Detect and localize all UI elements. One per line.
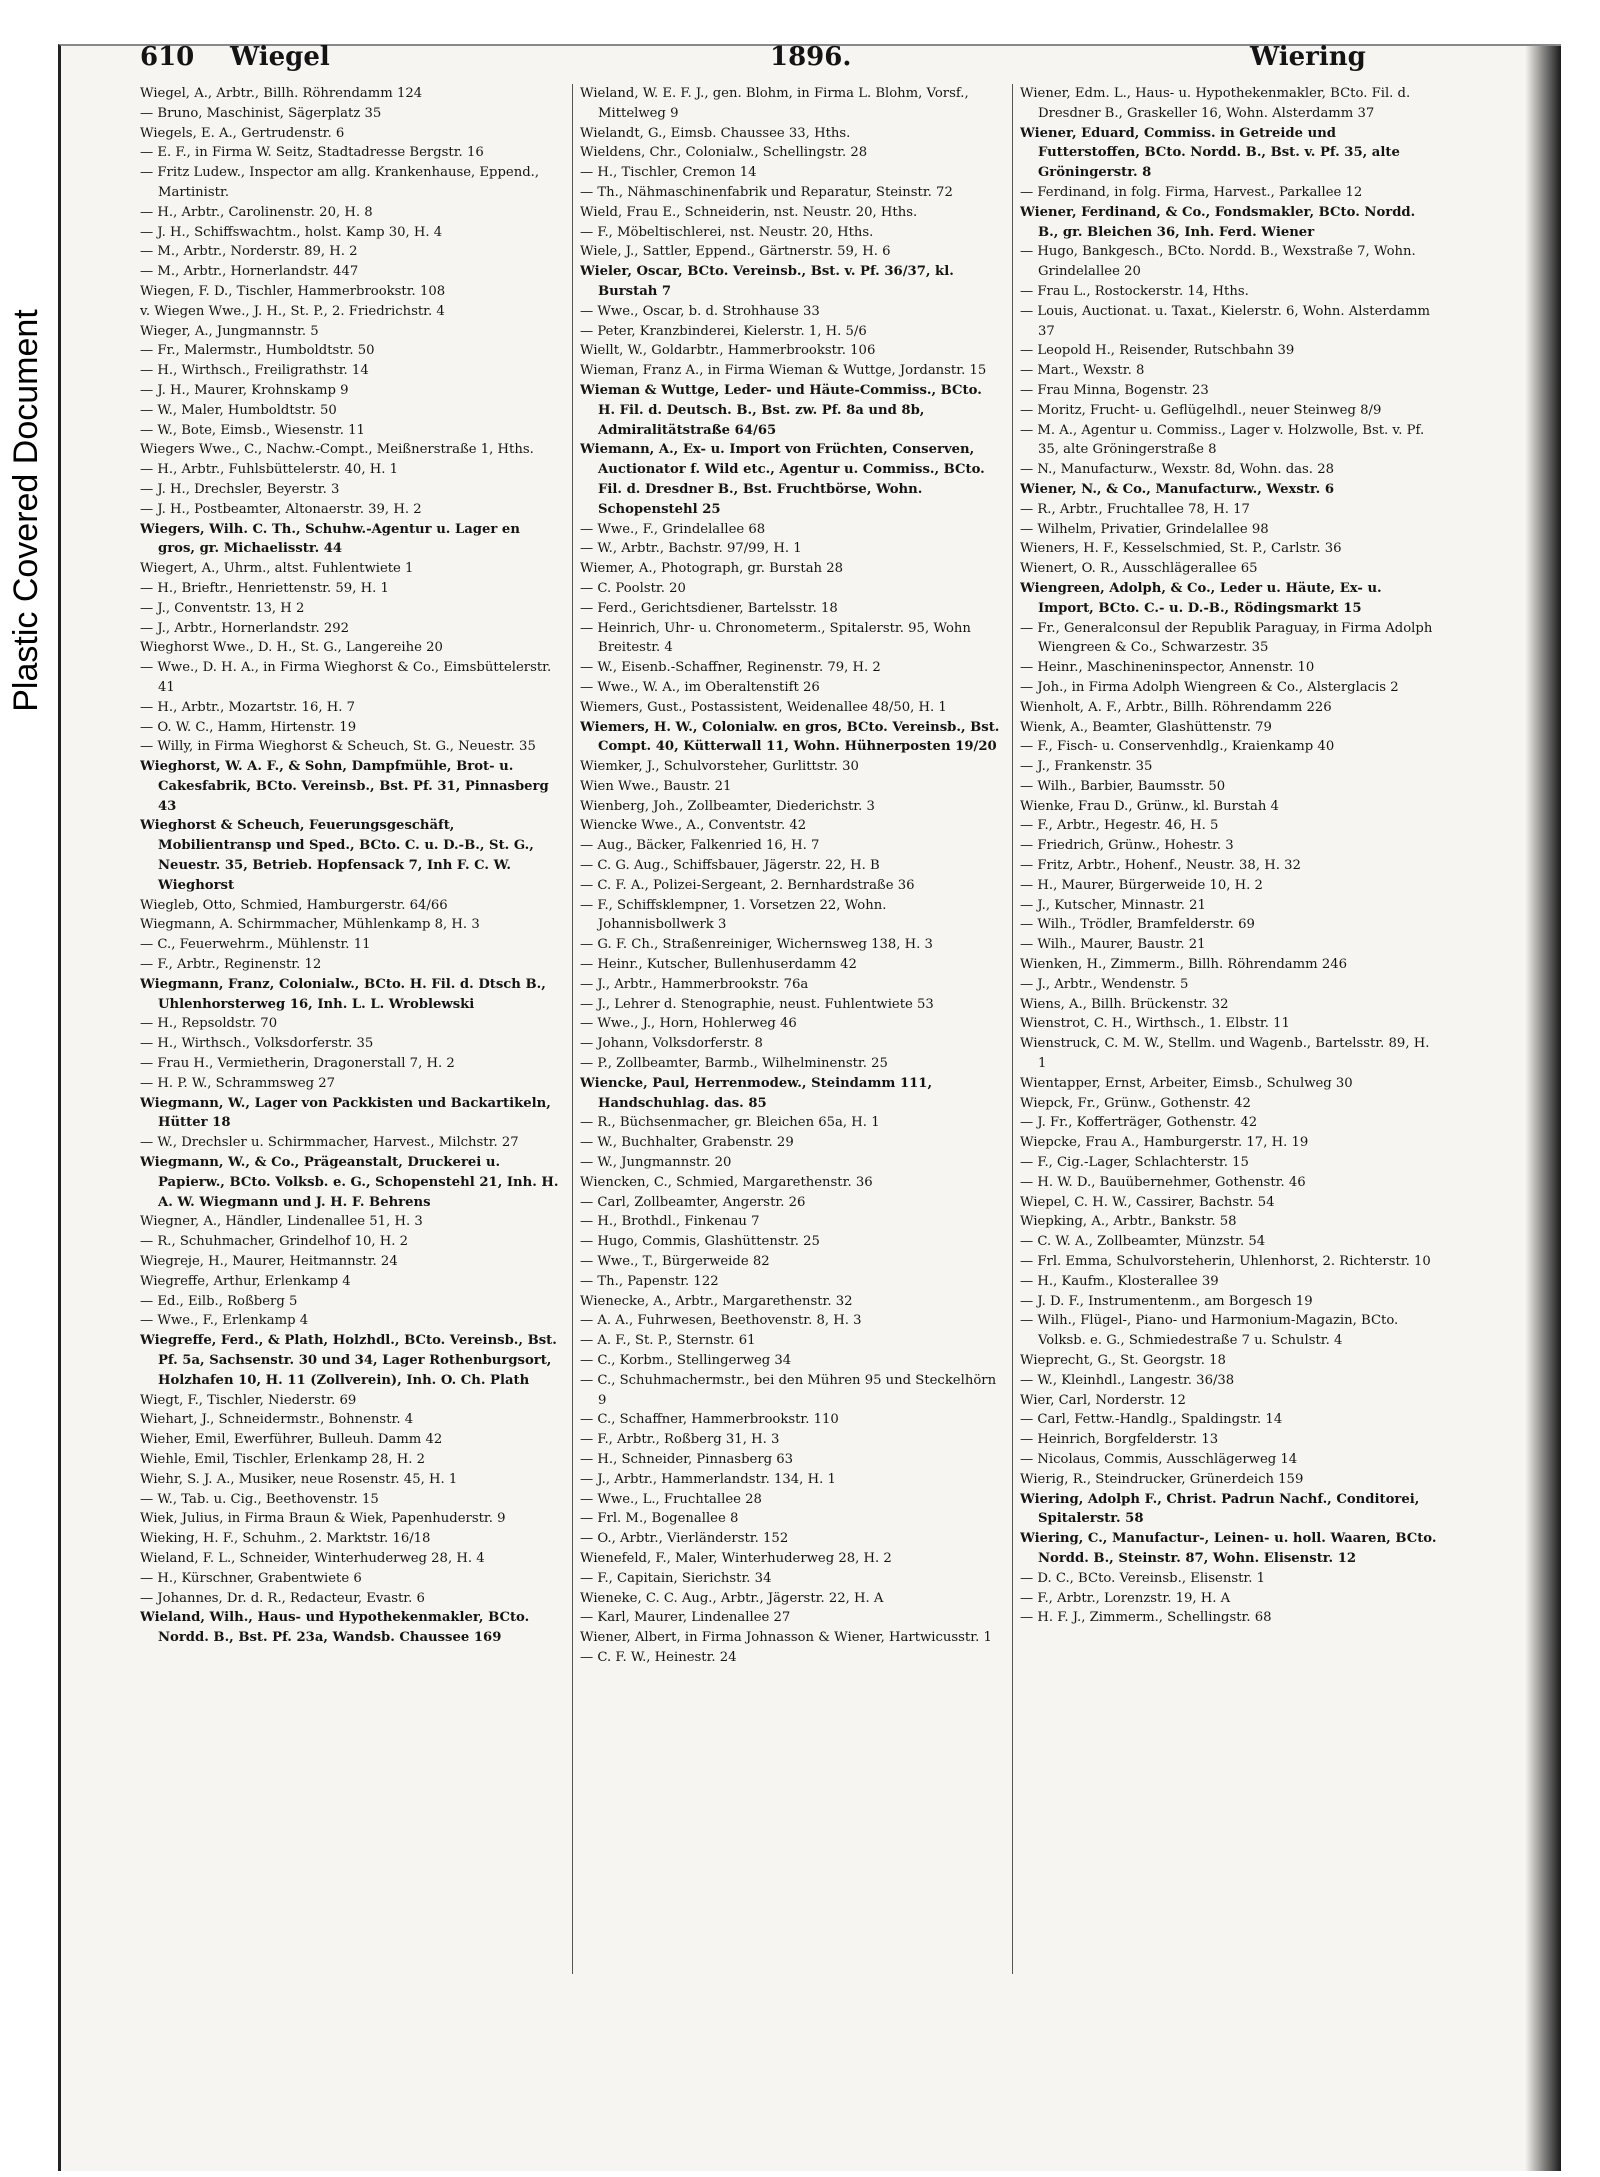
header-last-entry: Wiering (1250, 42, 1366, 72)
directory-entry: — Frau Minna, Bogenstr. 23 (1020, 382, 1209, 398)
directory-entry: Wieprecht, G., St. Georgstr. 18 (1020, 1353, 1226, 1368)
directory-entry: Wieghorst Wwe., D. H., St. G., Langereihe 20 (140, 640, 443, 656)
directory-entry: Wiegmann, Franz, Colonialw., BCto. H. Fil. d. Dtsch B., Uhlenhorsterweg 16, Inh. L. L. Wroblewski (140, 976, 546, 1012)
directory-entry: Wieger, A., Jungmannstr. 5 (140, 323, 319, 339)
page-header (140, 42, 1390, 82)
directory-entry: — P., Zollbeamter, Barmb., Wilhelminenstr. 25 (580, 1056, 888, 1072)
directory-entry: — F., Arbtr., Roßberg 31, H. 3 (580, 1432, 780, 1448)
directory-entry: — Wwe., W. A., im Oberaltenstift 26 (580, 679, 820, 695)
directory-entry: — C., Korbm., Stellingerweg 34 (580, 1353, 792, 1368)
directory-entry: — Heinr., Maschineninspector, Annenstr. 10 (1020, 660, 1315, 676)
directory-entry: — Johann, Volksdorferstr. 8 (580, 1036, 763, 1052)
directory-entry: Wiegmann, W., & Co., Prägeanstalt, Druckerei u. Papierw., BCto. Volksb. e. G., Schopenstehl 21, Inh. H. A. W. Wiegmann und J. H. F. Behrens (140, 1155, 559, 1210)
directory-entry: — C. G. Aug., Schiffsbauer, Jägerstr. 22, H. B (580, 858, 880, 874)
directory-entry: Wienholt, A. F., Arbtr., Billh. Röhrendamm 226 (1020, 699, 1332, 715)
directory-entry: — C., Feuerwehrm., Mühlenstr. 11 (140, 937, 371, 953)
directory-entry: Wiepel, C. H. W., Cassirer, Bachstr. 54 (1020, 1194, 1275, 1210)
directory-entry: Wieler, Oscar, BCto. Vereinsb., Bst. v. Pf. 36/37, kl. Burstah 7 (580, 264, 954, 299)
header-first-entry: Wiegel (230, 42, 330, 72)
directory-entry: Wienert, O. R., Ausschlägerallee 65 (1020, 561, 1258, 577)
directory-entry: — W., Kleinhdl., Langestr. 36/38 (1020, 1372, 1235, 1388)
directory-entry: — J. D. F., Instrumentenm., am Borgesch 19 (1020, 1293, 1313, 1309)
directory-entry: — H., Schneider, Pinnasberg 63 (580, 1451, 794, 1467)
directory-entry: Wiemers, H. W., Colonialw. en gros, BCto. Vereinsb., Bst. Compt. 40, Kütterwall 11, Wohn. Hühnerposten 19/20 (580, 719, 1000, 755)
directory-entry: — M., Arbtr., Hornerlandstr. 447 (140, 264, 359, 280)
directory-entry: Wiepking, A., Arbtr., Bankstr. 58 (1020, 1214, 1237, 1230)
directory-entry: — H., Brothdl., Finkenau 7 (580, 1214, 760, 1230)
directory-entry: — W., Buchhalter, Grabenstr. 29 (580, 1135, 794, 1151)
directory-entry: — J., Lehrer d. Stenographie, neust. Fuhlentwiete 53 (580, 996, 934, 1012)
directory-entry: Wieland, Wilh., Haus- und Hypothekenmakler, BCto. Nordd. B., Bst. Pf. 23a, Wandsb. Chaussee 169 (140, 1610, 530, 1646)
directory-entry: — C. F. A., Polizei-Sergeant, 2. Bernhardstraße 36 (580, 877, 915, 893)
directory-entry: Wiens, A., Billh. Brückenstr. 32 (1020, 996, 1229, 1012)
directory-entry: Wiele, J., Sattler, Eppend., Gärtnerstr. 59, H. 6 (580, 244, 891, 260)
directory-entry: Wiepck, Fr., Grünw., Gothenstr. 42 (1020, 1095, 1251, 1111)
directory-entry: Wieland, W. E. F. J., gen. Blohm, in Firma L. Blohm, Vorsf., Mittelweg 9 (580, 86, 969, 121)
directory-entry: Wiek, Julius, in Firma Braun & Wiek, Papenhuderstr. 9 (140, 1511, 506, 1527)
directory-entry: — H., Maurer, Bürgerweide 10, H. 2 (1020, 877, 1263, 893)
directory-entry: — Frau L., Rostockerstr. 14, Hths. (1020, 283, 1249, 299)
directory-entry: Wiehle, Emil, Tischler, Erlenkamp 28, H. 2 (140, 1451, 425, 1467)
directory-entry: — F., Capitain, Sierichstr. 34 (580, 1570, 772, 1586)
directory-entry: — Fritz, Arbtr., Hohenf., Neustr. 38, H. 32 (1020, 858, 1301, 874)
directory-entry: Wiemker, J., Schulvorsteher, Gurlittstr. 30 (580, 759, 859, 775)
directory-entry: Wield, Frau E., Schneiderin, nst. Neustr. 20, Hths. (580, 204, 918, 220)
directory-entry: — R., Büchsenmacher, gr. Bleichen 65a, H. 1 (580, 1115, 880, 1131)
directory-entry: — O. W. C., Hamm, Hirtenstr. 19 (140, 719, 357, 735)
directory-entry: Wiener, Edm. L., Haus- u. Hypothekenmakler, BCto. Fil. d. Dresdner B., Graskeller 16, Wohn. Alsterdamm 37 (1020, 86, 1411, 121)
directory-entry: Wienk, A., Beamter, Glashüttenstr. 79 (1020, 719, 1272, 735)
directory-entry: Wielandt, G., Eimsb. Chaussee 33, Hths. (580, 125, 851, 141)
directory-entry: — F., Arbtr., Hegestr. 46, H. 5 (1020, 818, 1219, 834)
directory-entry: Wien Wwe., Baustr. 21 (580, 778, 732, 794)
directory-entry: — H. F. J., Zimmerm., Schellingstr. 68 (1020, 1610, 1272, 1626)
directory-entry: Wiering, C., Manufactur-, Leinen- u. holl. Waaren, BCto. Nordd. B., Steinstr. 87, Wohn. Elisenstr. 12 (1020, 1531, 1437, 1566)
directory-entry: — H., Brieftr., Henriettenstr. 59, H. 1 (140, 580, 389, 596)
directory-entry: — R., Arbtr., Fruchtallee 78, H. 17 (1020, 501, 1250, 517)
directory-entry: — Th., Nähmaschinenfabrik und Reparatur, Steinstr. 72 (580, 184, 953, 200)
page-edge-shadow (1525, 46, 1561, 2171)
directory-entry: — J., Arbtr., Hornerlandstr. 292 (140, 620, 350, 636)
directory-entry: Wiemann, A., Ex- u. Import von Früchten, Conserven, Auctionator f. Wild etc., Agentur u. Commiss., BCto. Fil. d. Dresdner B., Bst. Fruchtbörse, Wohn. Schopenstehl 25 (580, 442, 985, 517)
directory-entry: — Carl, Zollbeamter, Angerstr. 26 (580, 1194, 806, 1210)
directory-entry: — Friedrich, Grünw., Hohestr. 3 (1020, 838, 1234, 854)
directory-entry: Wienefeld, F., Maler, Winterhuderweg 28, H. 2 (580, 1550, 892, 1566)
directory-entry: — H., Wirthsch., Freiligrathstr. 14 (140, 363, 369, 379)
directory-entry: Wiegreffe, Arthur, Erlenkamp 4 (140, 1273, 351, 1289)
directory-entry: Wiegel, A., Arbtr., Billh. Röhrendamm 124 (140, 86, 423, 101)
directory-entry: Wiegmann, A. Schirmmacher, Mühlenkamp 8, H. 3 (140, 917, 480, 933)
directory-entry: — Moritz, Frucht- u. Geflügelhdl., neuer Steinweg 8/9 (1020, 402, 1382, 418)
directory-entry: Wiegers Wwe., C., Nachw.-Compt., Meißnerstraße 1, Hths. (140, 442, 534, 458)
directory-entry: Wiencke, Paul, Herrenmodew., Steindamm 111, Handschuhlag. das. 85 (580, 1075, 933, 1111)
directory-entry: — C. Poolstr. 20 (580, 580, 686, 596)
directory-entry: — E. F., in Firma W. Seitz, Stadtadresse Bergstr. 16 (140, 145, 484, 161)
directory-entry: Wiering, Adolph F., Christ. Padrun Nachf., Conditorei, Spitalerstr. 58 (1020, 1491, 1420, 1527)
directory-entry: — Wwe., T., Bürgerweide 82 (580, 1254, 770, 1270)
directory-entry: — Wilhelm, Privatier, Grindelallee 98 (1020, 521, 1269, 537)
directory-entry: Wiener, Albert, in Firma Johnasson & Wiener, Hartwicusstr. 1 (580, 1630, 992, 1646)
directory-entry: Wieland, F. L., Schneider, Winterhuderweg 28, H. 4 (140, 1550, 485, 1566)
directory-entry: — J., Frankenstr. 35 (1020, 759, 1153, 775)
directory-entry: Wieghorst & Scheuch, Feuerungsgeschäft, Mobilientransp und Sped., BCto. C. u. D.-B., St. G., Neuestr. 35, Betrieb. Hopfensack 7, Inh F. C. W. Wieghorst (140, 818, 534, 893)
directory-entry: — Th., Papenstr. 122 (580, 1273, 719, 1289)
directory-entry: — J., Arbtr., Hammerlandstr. 134, H. 1 (580, 1471, 836, 1487)
directory-entry: — Wilh., Barbier, Baumsstr. 50 (1020, 778, 1226, 794)
directory-entry: — Heinrich, Borgfelderstr. 13 (1020, 1432, 1219, 1448)
directory-entry: — Wwe., Oscar, b. d. Strohhause 33 (580, 303, 820, 319)
directory-entry: Wiencken, C., Schmied, Margarethenstr. 36 (580, 1174, 873, 1190)
directory-entry: — Frl. Emma, Schulvorsteherin, Uhlenhorst, 2. Richterstr. 10 (1020, 1254, 1431, 1270)
directory-entry: — Wilh., Trödler, Bramfelderstr. 69 (1020, 917, 1255, 933)
directory-entry: — H., Kürschner, Grabentwiete 6 (140, 1570, 362, 1586)
directory-entry: — Fr., Generalconsul der Republik Paraguay, in Firma Adolph Wiengreen & Co., Schwarzestr. 35 (1020, 620, 1433, 656)
directory-entry: — Aug., Bäcker, Falkenried 16, H. 7 (580, 838, 820, 854)
directory-entry: — O., Arbtr., Vierländerstr. 152 (580, 1531, 789, 1547)
directory-entry: Wiepcke, Frau A., Hamburgerstr. 17, H. 19 (1020, 1135, 1309, 1151)
directory-entry: — Hugo, Bankgesch., BCto. Nordd. B., Wexstraße 7, Wohn. Grindelallee 20 (1020, 244, 1416, 280)
directory-entry: Wiegmann, W., Lager von Packkisten und Backartikeln, Hütter 18 (140, 1095, 551, 1131)
directory-entry: — Willy, in Firma Wieghorst & Scheuch, St. G., Neuestr. 35 (140, 739, 536, 755)
directory-entry: — Wwe., J., Horn, Hohlerweg 46 (580, 1016, 797, 1032)
directory-entry: — Wilh., Maurer, Baustr. 21 (1020, 937, 1206, 953)
directory-entry: — M. A., Agentur u. Commiss., Lager v. Holzwolle, Bst. v. Pf. 35, alte Gröningerstraße 8 (1020, 422, 1425, 458)
directory-entry: Wientapper, Ernst, Arbeiter, Eimsb., Schulweg 30 (1020, 1075, 1353, 1091)
directory-entry: — C. F. W., Heinestr. 24 (580, 1649, 737, 1665)
directory-entry: Wieldens, Chr., Colonialw., Schellingstr. 28 (580, 145, 868, 161)
directory-entry: — Wwe., L., Fruchtallee 28 (580, 1491, 762, 1507)
directory-entry: Wiegen, F. D., Tischler, Hammerbrookstr. 108 (140, 283, 446, 299)
directory-entry: Wieher, Emil, Ewerführer, Bulleuh. Damm 42 (140, 1432, 443, 1448)
directory-entry: — W., Bote, Eimsb., Wiesenstr. 11 (140, 422, 365, 438)
directory-entry: — Bruno, Maschinist, Sägerplatz 35 (140, 105, 382, 121)
column-right (1020, 84, 1440, 2044)
directory-entry: — J., Conventstr. 13, H 2 (140, 600, 305, 616)
directory-entry: — F., Schiffsklempner, 1. Vorsetzen 22, Wohn. Johannisbollwerk 3 (580, 897, 887, 933)
directory-entry: — Ferd., Gerichtsdiener, Bartelsstr. 18 (580, 600, 838, 616)
directory-entry: v. Wiegen Wwe., J. H., St. P., 2. Friedrichstr. 4 (140, 303, 445, 319)
directory-entry: — F., Möbeltischlerei, nst. Neustr. 20, Hths. (580, 224, 874, 240)
column-left (140, 84, 560, 2044)
directory-entry: Wiener, Eduard, Commiss. in Getreide und Futterstoffen, BCto. Nordd. B., Bst. v. Pf. 35, alte Gröningerstr. 8 (1020, 125, 1400, 181)
directory-entry: — C. W. A., Zollbeamter, Münzstr. 54 (1020, 1234, 1266, 1250)
directory-entry: — H., Arbtr., Fuhlsbüttelerstr. 40, H. 1 (140, 462, 398, 478)
directory-entry: Wieman, Franz A., in Firma Wieman & Wuttge, Jordanstr. 15 (580, 363, 987, 379)
directory-entry: — H. W. D., Bauübernehmer, Gothenstr. 46 (1020, 1174, 1306, 1190)
directory-entry: Wiener, N., & Co., Manufacturw., Wexstr. 6 (1020, 481, 1335, 497)
column-middle (580, 84, 1000, 2044)
directory-entry: — W., Eisenb.-Schaffner, Reginenstr. 79, H. 2 (580, 660, 881, 676)
directory-entry: Wiegner, A., Händler, Lindenallee 51, H. 3 (140, 1214, 423, 1230)
directory-entry: — N., Manufacturw., Wexstr. 8d, Wohn. das. 28 (1020, 462, 1334, 478)
directory-entry: Wienken, H., Zimmerm., Billh. Röhrendamm 246 (1020, 957, 1348, 973)
directory-entry: — Leopold H., Reisender, Rutschbahn 39 (1020, 343, 1295, 359)
directory-entry: — Ed., Eilb., Roßberg 5 (140, 1293, 298, 1309)
directory-entry: — F., Arbtr., Reginenstr. 12 (140, 957, 322, 973)
directory-entry: Wierig, R., Steindrucker, Grünerdeich 159 (1020, 1471, 1304, 1487)
directory-entry: Wiemer, A., Photograph, gr. Burstah 28 (580, 561, 844, 577)
directory-entry: Wiegreffe, Ferd., & Plath, Holzhdl., BCto. Vereinsb., Bst. Pf. 5a, Sachsenstr. 30 und 34, Lager Rothenburgsort, Holzhafen 10, H. 11 (Zollverein), Inh. O. Ch. Plath (140, 1333, 557, 1388)
directory-entry: Wienstruck, C. M. W., Stellm. und Wagenb., Bartelsstr. 89, H. 1 (1020, 1036, 1430, 1072)
directory-entry: — R., Schuhmacher, Grindelhof 10, H. 2 (140, 1234, 409, 1250)
directory-entry: — W., Jungmannstr. 20 (580, 1155, 732, 1171)
directory-entry: — Wwe., F., Erlenkamp 4 (140, 1313, 309, 1329)
directory-entry: Wiengreen, Adolph, & Co., Leder u. Häute, Ex- u. Import, BCto. C.- u. D.-B., Rödingsmarkt 15 (1020, 580, 1382, 616)
directory-entry: — A. F., St. P., Sternstr. 61 (580, 1333, 756, 1349)
directory-entry: Wiehart, J., Schneidermstr., Bohnenstr. 4 (140, 1412, 414, 1428)
directory-entry: — H., Arbtr., Carolinenstr. 20, H. 8 (140, 204, 373, 220)
directory-entry: Wiellt, W., Goldarbtr., Hammerbrookstr. 106 (580, 343, 876, 359)
directory-entry: Wiener, Ferdinand, & Co., Fondsmakler, BCto. Nordd. B., gr. Bleichen 36, Inh. Ferd. Wiener (1020, 204, 1416, 240)
directory-entry: — J. H., Drechsler, Beyerstr. 3 (140, 481, 340, 497)
directory-entry: — J. Fr., Kofferträger, Gothenstr. 42 (1020, 1115, 1258, 1131)
directory-entry: Wieners, H. F., Kesselschmied, St. P., Carlstr. 36 (1020, 541, 1342, 557)
directory-entry: — F., Cig.-Lager, Schlachterstr. 15 (1020, 1155, 1249, 1171)
directory-entry: Wieman & Wuttge, Leder- und Häute-Commiss., BCto. H. Fil. d. Deutsch. B., Bst. zw. Pf. 8a und 8b, Admiralitätstraße 64/65 (580, 382, 982, 438)
directory-entry: — Fritz Ludew., Inspector am allg. Krankenhause, Eppend., Martinistr. (140, 165, 540, 200)
directory-entry: Wiemers, Gust., Postassistent, Weidenallee 48/50, H. 1 (580, 699, 947, 715)
directory-entry: Wieking, H. F., Schuhm., 2. Marktstr. 16/18 (140, 1531, 431, 1547)
side-label (0, 0, 52, 1020)
directory-entry: — Johannes, Dr. d. R., Redacteur, Evastr. 6 (140, 1590, 425, 1606)
directory-entry: — J. H., Maurer, Krohnskamp 9 (140, 382, 349, 398)
header-year: 1896. (770, 42, 852, 72)
directory-entry: — F., Fisch- u. Conservenhdlg., Kraienkamp 40 (1020, 739, 1335, 755)
directory-entry: — H., Repsoldstr. 70 (140, 1016, 278, 1032)
directory-entry: Wiencke Wwe., A., Conventstr. 42 (580, 818, 807, 834)
directory-entry: Wienke, Frau D., Grünw., kl. Burstah 4 (1020, 798, 1279, 814)
directory-entry: — Joh., in Firma Adolph Wiengreen & Co., Alsterglacis 2 (1020, 679, 1399, 695)
directory-entry: — Frl. M., Bogenallee 8 (580, 1511, 739, 1527)
directory-entry: Wiegels, E. A., Gertrudenstr. 6 (140, 125, 345, 141)
directory-entry: — H. P. W., Schrammsweg 27 (140, 1075, 336, 1091)
directory-entry: — W., Tab. u. Cig., Beethovenstr. 15 (140, 1491, 379, 1507)
directory-entry: — J. H., Postbeamter, Altonaerstr. 39, H. 2 (140, 501, 422, 517)
directory-entry: — J., Kutscher, Minnastr. 21 (1020, 897, 1206, 913)
directory-entry: — Fr., Malermstr., Humboldtstr. 50 (140, 343, 375, 359)
directory-entry: — C., Schuhmachermstr., bei den Mühren 95 und Steckelhörn 9 (580, 1372, 997, 1408)
directory-entry: Wier, Carl, Norderstr. 12 (1020, 1392, 1186, 1408)
directory-entry: — Karl, Maurer, Lindenallee 27 (580, 1610, 791, 1626)
directory-entry: Wienecke, A., Arbtr., Margarethenstr. 32 (580, 1293, 853, 1309)
directory-entry: Wiegert, A., Uhrm., altst. Fuhlentwiete 1 (140, 561, 414, 577)
directory-entry: — Carl, Fettw.-Handlg., Spaldingstr. 14 (1020, 1412, 1283, 1428)
directory-entry: — Heinr., Kutscher, Bullenhuserdamm 42 (580, 957, 857, 973)
directory-entry: Wiegleb, Otto, Schmied, Hamburgerstr. 64/66 (140, 897, 448, 913)
directory-entry: Wiegers, Wilh. C. Th., Schuhw.-Agentur u. Lager en gros, gr. Michaelisstr. 44 (140, 521, 520, 557)
directory-entry: — Heinrich, Uhr- u. Chronometerm., Spitalerstr. 95, Wohn Breitestr. 4 (580, 620, 971, 656)
directory-entry: — Mart., Wexstr. 8 (1020, 363, 1145, 379)
directory-entry: — H., Tischler, Cremon 14 (580, 165, 757, 181)
directory-entry: — H., Arbtr., Mozartstr. 16, H. 7 (140, 699, 356, 715)
directory-entry: — J., Arbtr., Hammerbrookstr. 76a (580, 976, 809, 992)
directory-entry: Wiegreje, H., Maurer, Heitmannstr. 24 (140, 1254, 398, 1270)
directory-entry: Wienstrot, C. H., Wirthsch., 1. Elbstr. 11 (1020, 1016, 1290, 1032)
directory-entry: — F., Arbtr., Lorenzstr. 19, H. A (1020, 1590, 1231, 1606)
directory-entry: — H., Kaufm., Klosterallee 39 (1020, 1273, 1219, 1289)
directory-entry: — Wilh., Flügel-, Piano- und Harmonium-Magazin, BCto. Volksb. e. G., Schmiedestraße 7 u. Schulstr. 4 (1020, 1313, 1399, 1349)
directory-entry: — J., Arbtr., Wendenstr. 5 (1020, 976, 1189, 992)
directory-entry: — J. H., Schiffswachtm., holst. Kamp 30, H. 4 (140, 224, 443, 240)
directory-columns (140, 84, 1460, 2044)
directory-entry: Wienberg, Joh., Zollbeamter, Diederichstr. 3 (580, 798, 875, 814)
directory-entry: Wieneke, C. C. Aug., Arbtr., Jägerstr. 22, H. A (580, 1590, 884, 1606)
directory-entry: — G. F. Ch., Straßenreiniger, Wichernsweg 138, H. 3 (580, 937, 933, 953)
directory-entry: — C., Schaffner, Hammerbrookstr. 110 (580, 1412, 839, 1428)
directory-entry: — D. C., BCto. Vereinsb., Elisenstr. 1 (1020, 1570, 1266, 1586)
directory-entry: — Frau H., Vermietherin, Dragonerstall 7, H. 2 (140, 1056, 455, 1072)
directory-entry: — Hugo, Commis, Glashüttenstr. 25 (580, 1234, 820, 1250)
page-number: 610 (140, 42, 195, 72)
directory-entry: — Nicolaus, Commis, Ausschlägerweg 14 (1020, 1451, 1298, 1467)
directory-entry: — Wwe., D. H. A., in Firma Wieghorst & Co., Eimsbüttelerstr. 41 (140, 660, 552, 695)
directory-entry: — A. A., Fuhrwesen, Beethovenstr. 8, H. 3 (580, 1313, 862, 1329)
directory-entry: Wiehr, S. J. A., Musiker, neue Rosenstr. 45, H. 1 (140, 1471, 458, 1487)
directory-entry: — Ferdinand, in folg. Firma, Harvest., Parkallee 12 (1020, 184, 1363, 200)
directory-entry: Wieghorst, W. A. F., & Sohn, Dampfmühle, Brot- u. Cakesfabrik, BCto. Vereinsb., Bst. Pf. 31, Pinnasberg 43 (140, 759, 549, 814)
directory-entry: — Louis, Auctionat. u. Taxat., Kielerstr. 6, Wohn. Alsterdamm 37 (1020, 303, 1431, 339)
directory-entry: — W., Arbtr., Bachstr. 97/99, H. 1 (580, 541, 802, 557)
directory-entry: — Peter, Kranzbinderei, Kielerstr. 1, H. 5/6 (580, 323, 867, 339)
directory-entry: — W., Drechsler u. Schirmmacher, Harvest., Milchstr. 27 (140, 1135, 519, 1151)
side-label-text: Plastic Covered Document (6, 308, 45, 712)
directory-entry: — Wwe., F., Grindelallee 68 (580, 521, 766, 537)
directory-entry: — H., Wirthsch., Volksdorferstr. 35 (140, 1036, 374, 1052)
directory-entry: Wiegt, F., Tischler, Niederstr. 69 (140, 1392, 357, 1408)
directory-entry: — W., Maler, Humboldtstr. 50 (140, 402, 337, 418)
directory-entry: — M., Arbtr., Norderstr. 89, H. 2 (140, 244, 358, 260)
